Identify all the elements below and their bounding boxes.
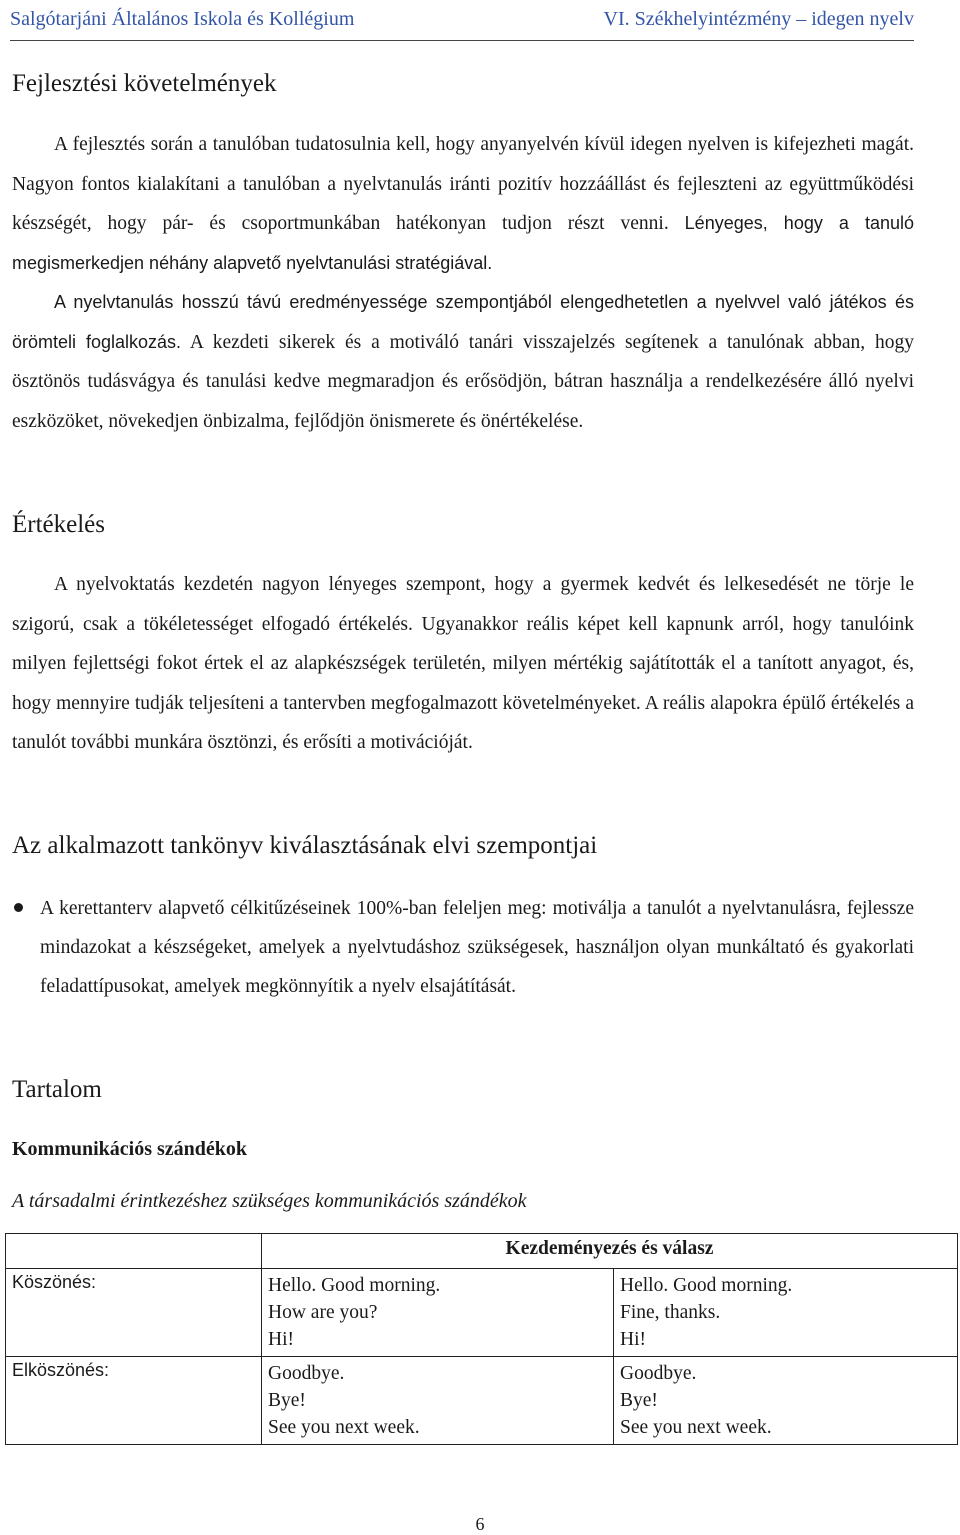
table-row (6, 1269, 958, 1357)
table-cell-response (614, 1269, 958, 1357)
table-row (6, 1357, 958, 1445)
page-number: 6 (475, 1514, 485, 1534)
table-cell-line: Goodbye. (620, 1363, 697, 1384)
table-cell-initiation (262, 1357, 614, 1445)
table-cell-line: Goodbye. (268, 1363, 345, 1384)
bullet-icon (14, 903, 23, 912)
table-cell-line: Hi! (620, 1329, 646, 1350)
list-item-text: A kerettanterv alapvető célkitűzéseinek 100%-ban feleljen meg: motiválja a tanulót a nyelvtanulásra, fejlessze mindazokat a készségeket, amelyek a nyelvtudáshoz szükségesek, használjon olyan munkáltató és gyakorlati feladattípusokat, amelyek megkönnyítik a nyelv elsajátítását. (40, 898, 914, 998)
header-school-name: Salgótarjáni Általános Iskola és Kollégium (10, 7, 355, 30)
section-title-tartalom: Tartalom (12, 1076, 102, 1103)
list-item (12, 889, 914, 1007)
paragraph-fejlesztesi-2 (12, 283, 914, 441)
table-cell-line: How are you? (268, 1302, 378, 1323)
table-cell-line: Fine, thanks. (620, 1302, 721, 1323)
subsection-title: Kommunikációs szándékok (12, 1138, 248, 1160)
table-cell-initiation (262, 1269, 614, 1357)
table-row-label: Köszönés: (6, 1269, 262, 1357)
section-title-ertekeles: Értékelés (12, 511, 106, 538)
paragraph-fejlesztesi-1-text: A fejlesztés során a tanulóban tudatosulnia kell, hogy anyanyelvén kívül idegen nyelven is kifejezheti magát. Nagyon fontos kialakítani a tanulóban a nyelvtanulás iránti pozitív hozzáállást és fejleszteni az együttműködési készségét, hogy pár- és csoportmunkában hatékonyan tudjon részt venni. (12, 134, 914, 234)
table-cell-line: Hello. Good morning. (620, 1275, 793, 1296)
paragraph-fejlesztesi-1 (12, 125, 914, 283)
header-divider (10, 40, 914, 41)
page-header (10, 4, 914, 34)
table-header-empty (6, 1234, 262, 1269)
table-cell-line: Hi! (268, 1329, 294, 1350)
section-title-fejlesztesi: Fejlesztési követelmények (12, 70, 277, 97)
table-cell-response (614, 1357, 958, 1445)
table-cell-line: Bye! (268, 1390, 306, 1411)
table-cell-line: See you next week. (620, 1417, 772, 1438)
table-cell-line: Bye! (620, 1390, 658, 1411)
paragraph-fejlesztesi-2-text: A kezdeti sikerek és a motiváló tanári visszajelzés segítenek a tanulónak abban, hogy ösztönös tudásvágya és tanulási kedve megmaradjon és erősödjön, bátran használja a rendelkezésére álló nyelvi eszközöket, növekedjen önbizalma, fejlődjön önismerete és önértékelése. (12, 331, 914, 432)
table-cell-line: Hello. Good morning. (268, 1275, 441, 1296)
table-cell-line: See you next week. (268, 1417, 420, 1438)
section-title-tankonyv: Az alkalmazott tankönyv kiválasztásának elvi szempontjai (12, 832, 598, 859)
paragraph-ertekeles-text: A nyelvoktatás kezdetén nagyon lényeges szempont, hogy a gyermek kedvét és lelkesedését ne törje le szigorú, csak a tökéletességet elfogadó értékelés. Ugyanakkor reális képet kell kapnunk arról, hogy tanulóink milyen fejlettségi fokot értek el az alapkészségek területén, milyen mértékig sajátították el a tanított anyagot, és, hogy mennyire tudják teljesíteni a tantervben megfogalmazott követelményeket. A reális alapokra épülő értékelés a tanulót további munkára ösztönzi, és erősíti a motivációját. (12, 574, 914, 753)
table-row-label: Elköszönés: (6, 1357, 262, 1445)
table-header-row (6, 1234, 958, 1269)
subsection-subtitle: A társadalmi érintkezéshez szükséges kommunikációs szándékok (12, 1190, 527, 1212)
header-section-name: VI. Székhelyintézmény – idegen nyelv (603, 7, 914, 30)
paragraph-fejlesztesi-2-lead: A nyelvtanulás hosszú távú eredményessége szempontjából elengedhetetlen a nyelvvel való játékos és örömteli foglalkozás. (12, 292, 914, 352)
paragraph-ertekeles (12, 565, 914, 763)
paragraph-fejlesztesi-1-strategy: Lényeges, hogy a tanuló megismerkedjen néhány alapvető nyelvtanulási stratégiával. (12, 213, 915, 273)
table-header: Kezdeményezés és válasz (262, 1234, 958, 1269)
communication-table (5, 1233, 958, 1445)
